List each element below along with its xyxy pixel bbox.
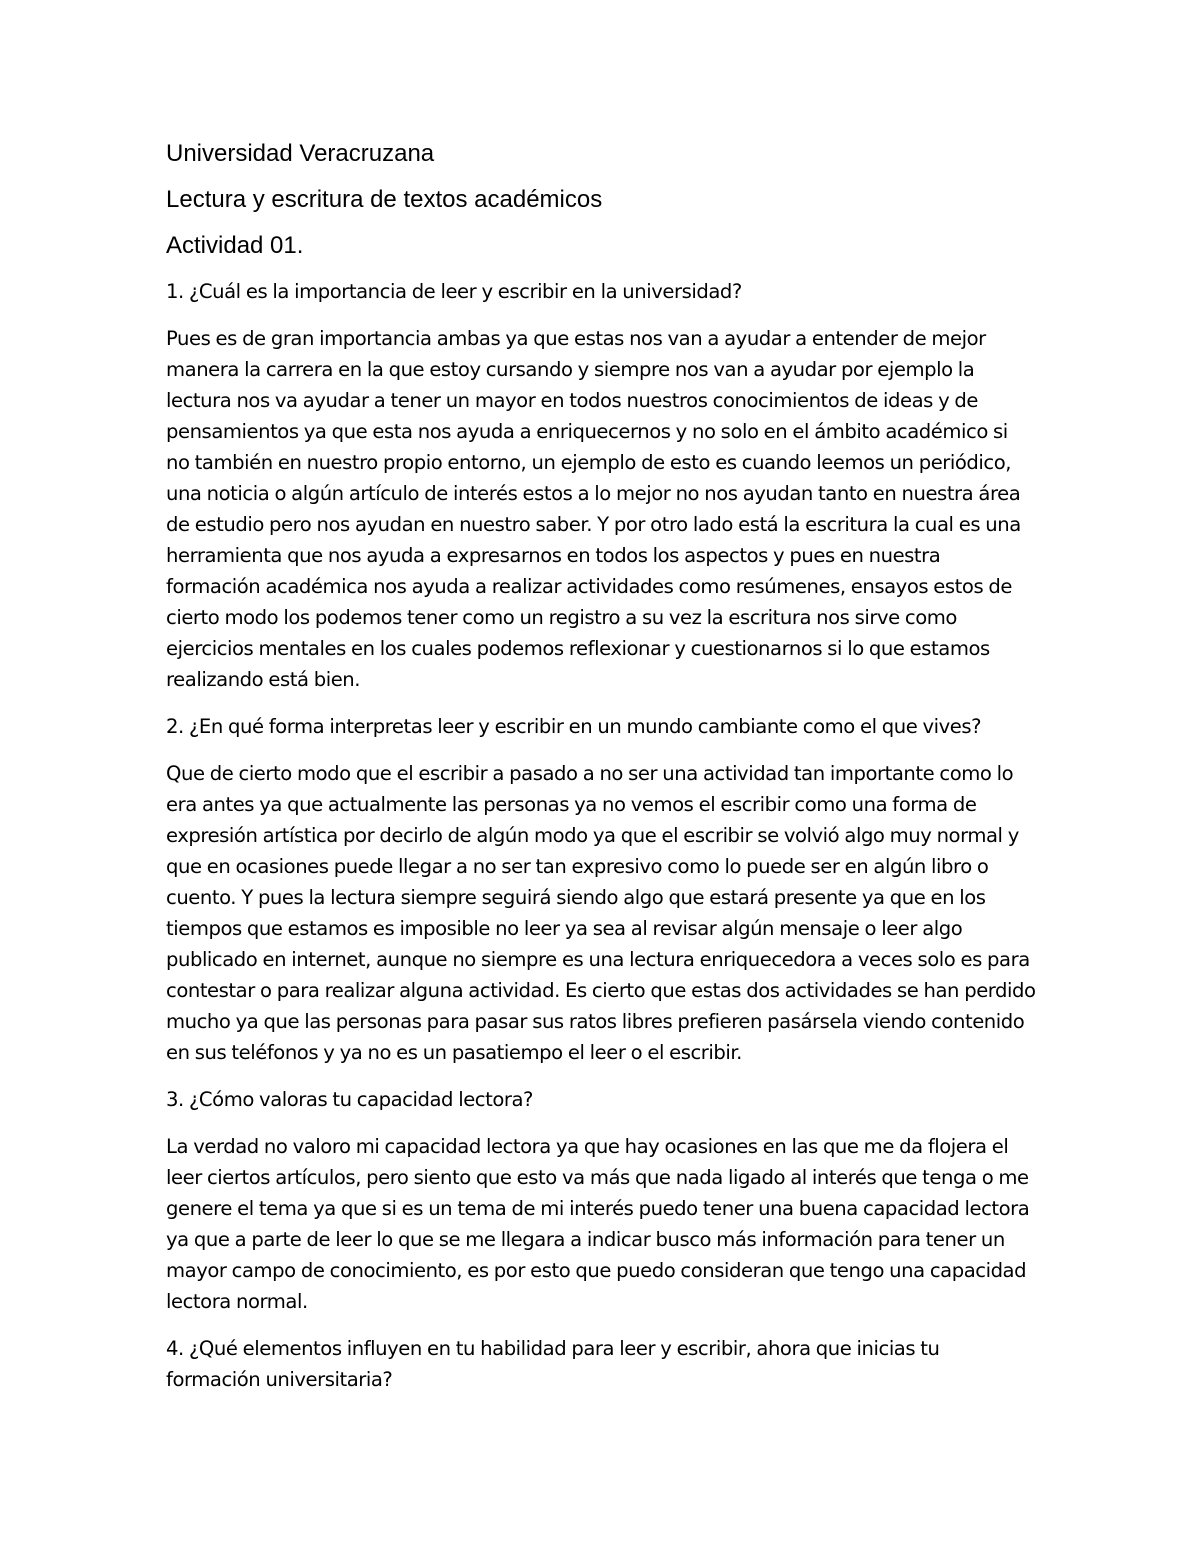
question-4: 4. ¿Qué elementos influyen en tu habilidad para leer y escribir, ahora que inicias tu formación universitaria? [166,1337,940,1391]
question-1: 1. ¿Cuál es la importancia de leer y escribir en la universidad? [166,280,742,303]
answer-3: La verdad no valoro mi capacidad lectora ya que hay ocasiones en las que me da flojera el leer ciertos artículos, pero siento que esto va más que nada ligado al interés que tenga o me genere el tema ya que si es un tema de mi interés puedo tener una buena capacidad lectora ya que a parte de leer lo que se me llegara a indicar busco más información para tener un mayor campo de conocimiento, es por esto que puedo consideran que tengo una capacidad lectora normal. [166,1135,1030,1313]
answer-1: Pues es de gran importancia ambas ya que estas nos van a ayudar a entender de mejor manera la carrera en la que estoy cursando y siempre nos van a ayudar por ejemplo la lectura nos va ayudar a tener un mayor en todos nuestros conocimientos de ideas y de pensamientos ya que esta nos ayuda a enriquecernos y no solo en el ámbito académico si no también en nuestro propio entorno, un ejemplo de esto es cuando leemos un periódico, una noticia o algún artículo de interés estos a lo mejor no nos ayudan tanto en nuestra área de estudio pero nos ayudan en nuestro saber. Y por otro lado está la escritura la cual es una herramienta que nos ayuda a expresarnos en todos los aspectos y pues en nuestra formación académica nos ayuda a realizar actividades como resúmenes, ensayos estos de cierto modo los podemos tener como un registro a su vez la escritura nos sirve como ejercicios mentales en los cuales podemos reflexionar y cuestionarnos si lo que estamos realizando está bien. [166,327,1021,691]
question-3: 3. ¿Cómo valoras tu capacidad lectora? [166,1088,534,1111]
university-title: Universidad Veracruzana [166,140,435,167]
answer-2: Que de cierto modo que el escribir a pasado a no ser una actividad tan importante como lo era antes ya que actualmente las personas ya no vemos el escribir como una forma de expresión artística por decirlo de algún modo ya que el escribir se volvió algo muy normal y que en ocasiones puede llegar a no ser tan expresivo como lo puede ser en algún libro o cuento. Y pues la lectura siempre seguirá siendo algo que estará presente ya que en los tiempos que estamos es imposible no leer ya sea al revisar algún mensaje o leer algo publicado en internet, aunque no siempre es una lectura enriquecedora a veces solo es para contestar o para realizar alguna actividad. Es cierto que estas dos actividades se han perdido mucho ya que las personas para pasar sus ratos libres prefieren pasársela viendo contenido en sus teléfonos y ya no es un pasatiempo el leer o el escribir. [166,762,1036,1064]
document-body [166,138,1036,1411]
question-2: 2. ¿En qué forma interpretas leer y escribir en un mundo cambiante como el que vives? [166,715,982,738]
activity-title: Actividad 01. [166,232,304,259]
course-title: Lectura y escritura de textos académicos [166,186,603,213]
